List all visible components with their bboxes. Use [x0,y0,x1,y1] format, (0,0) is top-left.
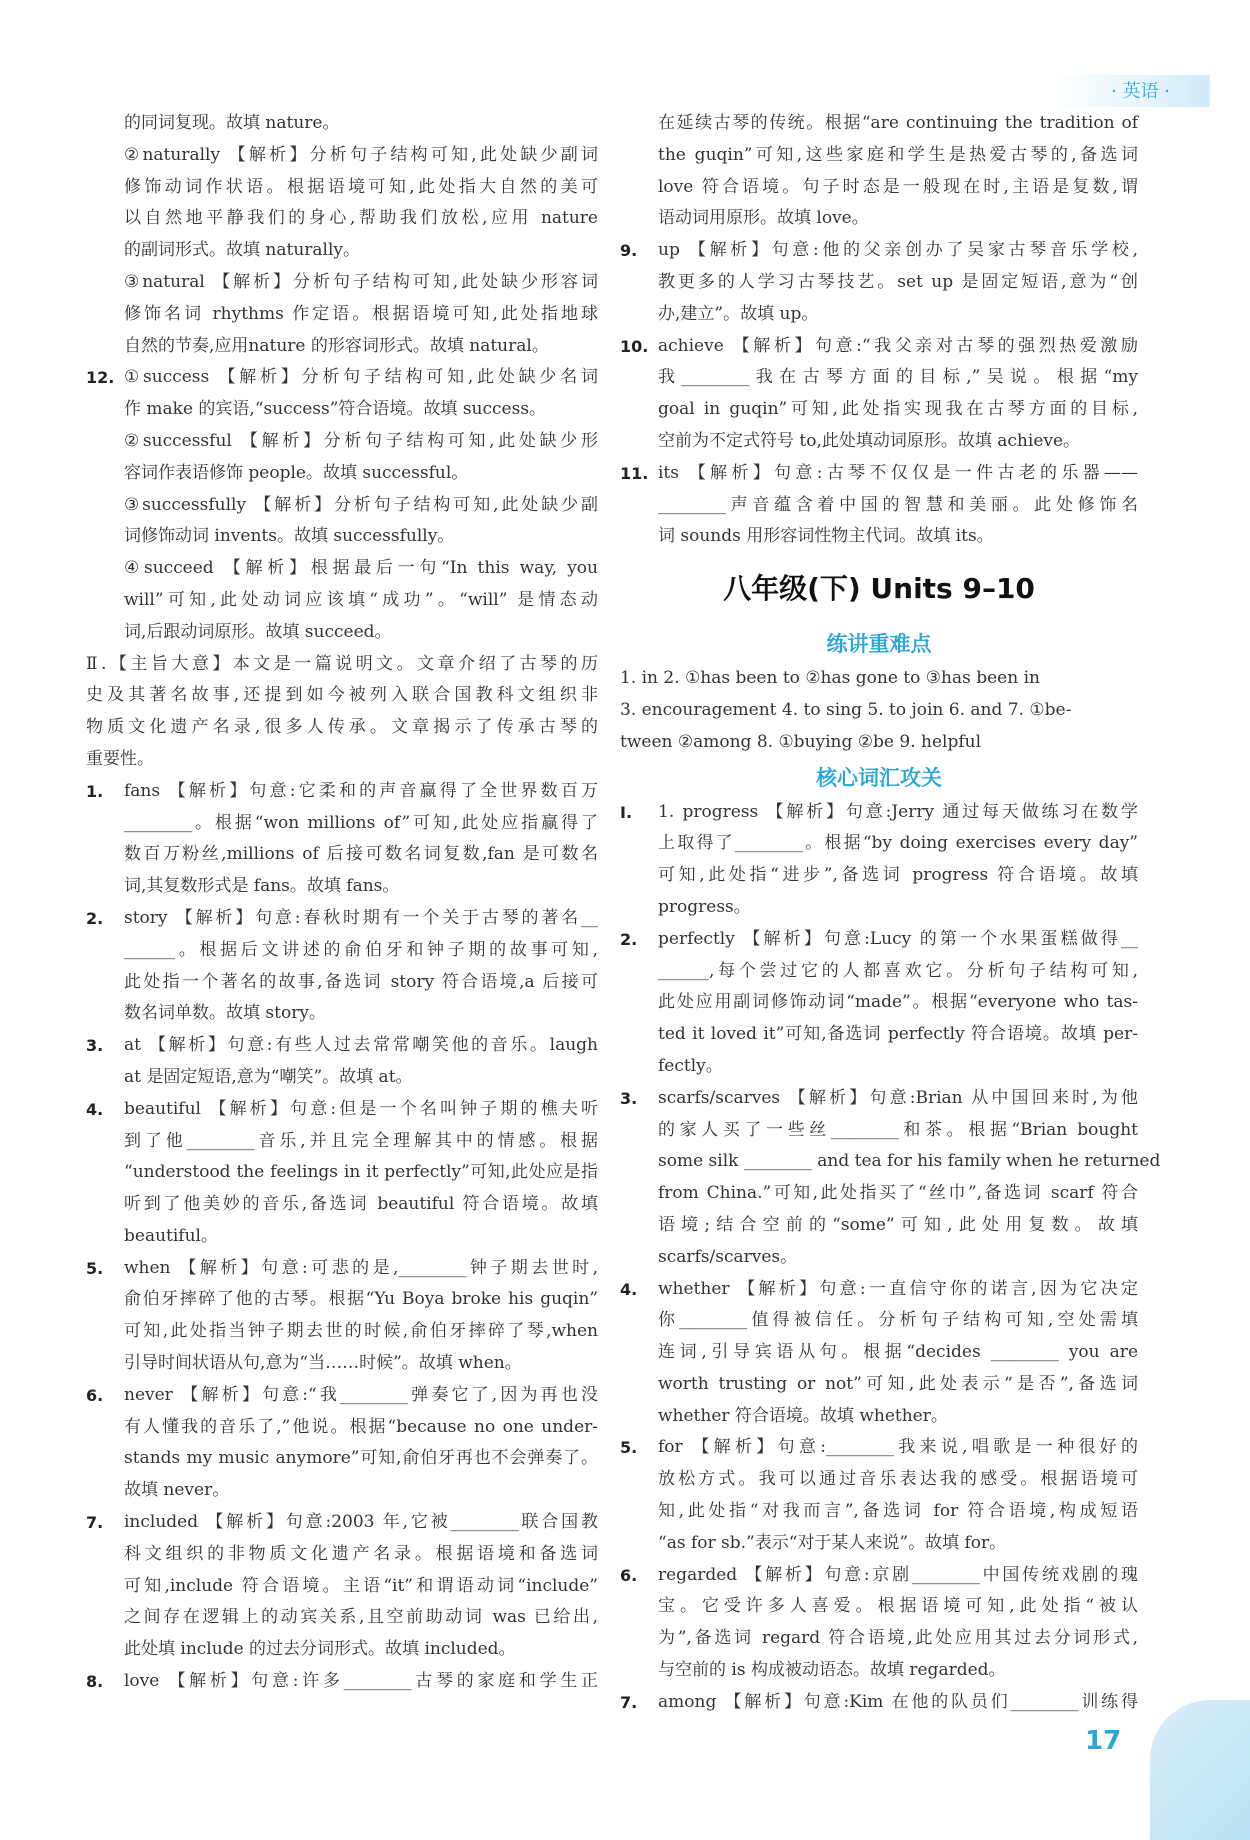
line-text: “as for sb.”表示“对于某人来说”。故填 for。 [658,1532,1007,1553]
subject-label: · 英语 · [1111,81,1170,102]
line-text: never 【解析】句意:“我________弹奏它了,因为再也没 [124,1384,598,1405]
line-text: 词修饰动词 invents。故填 successfully。 [124,526,455,547]
text-line [86,458,598,490]
text-line [86,521,598,553]
line-text: among 【解析】句意:Kim 在他的队员们________训练得 [658,1691,1138,1712]
text-line [86,744,598,776]
line-text: up 【解析】句意:他的父亲创办了吴家古琴音乐学校, [658,240,1138,261]
text-line [86,1539,598,1571]
text-line [86,1253,598,1285]
line-text: 到了他________音乐,并且完全理解其中的情感。根据 [124,1130,598,1151]
question-number: 2. [86,908,104,928]
section-subtitle: 核心词汇攻关 [816,765,942,790]
text-line [86,108,598,140]
line-text: 此处应用副词修饰动词“made”。根据“everyone who tas- [658,992,1138,1013]
line-text: included 【解析】句意:2003 年,它被________联合国教 [124,1512,598,1533]
text-line [620,1401,1138,1433]
line-text: 1. progress 【解析】句意:Jerry 通过每天做练习在数学 [658,801,1138,822]
page-header [1010,75,1210,107]
text-line [86,1602,598,1634]
text-line [86,1157,598,1189]
text-line [86,203,598,235]
right-column [620,108,1161,1719]
line-text: Ⅱ.【主旨大意】本文是一篇说明文。文章介绍了古琴的历 [86,653,598,674]
text-line [620,203,1138,235]
text-line [620,299,1138,331]
text-line [620,860,1138,892]
line-text: 有人懂我的音乐了,”他说。根据“because no one under- [124,1416,598,1437]
question-number: 6. [620,1565,638,1585]
text-line [620,797,1138,829]
line-text: 3. encouragement 4. to sing 5. to join 6. and 7. ①be- [620,699,1072,720]
text-line [620,1178,1138,1210]
question-number: 11. [620,463,649,483]
line-text: ④succeed 【解析】根据最后一句“In this way, you [124,558,598,579]
line-text: 教更多的人学习古琴技艺。set up 是固定短语,意为“创 [658,271,1138,292]
line-text: fectly。 [658,1055,723,1076]
line-text: 听到了他美妙的音乐,备选词 beautiful 符合语境。故填 [124,1194,598,1215]
line-text: love 符合语境。句子时态是一般现在时,主语是复数,谓 [658,176,1139,197]
line-text: 我________我在古琴方面的目标,”吴说。根据“my [658,367,1138,388]
text-line [620,521,1138,553]
question-number: 7. [86,1513,104,1533]
text-line [620,1210,1138,1242]
text-line [620,1687,1138,1719]
question-number: Ⅰ. [620,802,633,822]
text-line [620,267,1138,299]
text-line [86,1094,598,1126]
text-line [620,235,1138,267]
line-text: 数名词单数。故填 story。 [124,1003,326,1024]
text-line [620,1051,1138,1083]
section-title: 八年级(下) Units 9–10 [723,572,1035,606]
text-line [620,727,1138,759]
line-text: regarded 【解析】句意:京剧________中国传统戏剧的瑰 [658,1564,1138,1585]
line-text: 之间存在逻辑上的动宾关系,且空前助动词 was 已给出, [124,1607,598,1628]
line-text: for 【解析】句意:________我来说,唱歌是一种很好的 [658,1437,1138,1458]
line-text: ②naturally 【解析】分析句子结构可知,此处缺少副词 [124,144,598,165]
line-text: 上取得了________。根据“by doing exercises every day” [658,833,1138,854]
line-text: 引导时间状语从句,意为“当……时候”。故填 when。 [124,1353,522,1374]
text-line [86,617,598,649]
line-text: ①success 【解析】分析句子结构可知,此处缺少名词 [124,367,598,388]
question-number: 6. [86,1385,104,1405]
text-line [86,362,598,394]
left-column [86,108,598,1698]
line-text: when 【解析】句意:可悲的是,________钟子期去世时, [124,1257,598,1278]
text-line [86,1189,598,1221]
line-text: 连词,引导宾语从句。根据“decides ________ you are [658,1342,1138,1363]
line-text: 修饰动词作状语。根据语境可知,此处指大自然的美可 [124,176,598,197]
line-text: ③successfully 【解析】分析句子结构可知,此处缺少副 [124,494,598,515]
text-line [620,331,1138,363]
text-line [620,1146,1161,1178]
text-line [86,1348,598,1380]
text-line [86,1571,598,1603]
line-text: beautiful。 [124,1225,218,1246]
line-text: 容词作表语修饰 people。故填 successful。 [124,462,469,483]
line-text: whether 【解析】句意:一直信守你的诺言,因为它决定 [658,1278,1138,1299]
text-line [86,903,598,935]
line-text: 的家人买了一些丝________和茶。根据“Brian bought [658,1119,1138,1140]
question-number: 2. [620,929,638,949]
question-number: 4. [620,1279,638,1299]
page-number: 17 [1085,1726,1122,1756]
text-line [620,1305,1138,1337]
line-text: whether 符合语境。故填 whether。 [658,1405,948,1426]
line-text: 俞伯牙摔碎了他的古琴。根据“Yu Boya broke his guqin” [124,1289,598,1310]
text-line [620,1464,1138,1496]
question-number: 12. [86,368,115,388]
line-text: beautiful 【解析】句意:但是一个名叫钟子期的樵夫听 [124,1098,598,1119]
text-line [86,235,598,267]
text-line [86,998,598,1030]
line-text: 故填 never。 [124,1480,230,1501]
text-line [86,776,598,808]
line-text: 自然的节奏,应用nature 的形容词形式。故填 natural。 [124,335,549,356]
text-line [86,1380,598,1412]
line-text: 在延续古琴的传统。根据“are continuing the tradition of [658,113,1138,133]
text-line [86,426,598,458]
line-text: stands my music anymore”可知,俞伯牙再也不会弹奏了。 [124,1448,598,1469]
line-text: 词 sounds 用形容词性物主代词。故填 its。 [658,526,994,547]
line-text: 知,此处指“对我而言”,备选词 for 符合语境,构成短语 [658,1501,1138,1522]
question-number: 3. [86,1036,104,1056]
line-text: from China.”可知,此处指买了“丝巾”,备选词 scarf 符合 [658,1183,1138,1204]
text-line [86,1666,598,1698]
line-text: 宝。它受许多人喜爱。根据语境可知,此处指“被认 [658,1596,1138,1617]
text-line [620,108,1138,140]
text-line [620,490,1138,522]
text-line [86,1443,598,1475]
text-line [86,680,598,712]
text-line [620,892,1138,924]
text-line [620,394,1138,426]
text-line [620,1496,1138,1528]
line-text: 的同词复现。故填 nature。 [124,113,340,133]
text-line [86,394,598,426]
text-line [620,924,1138,956]
text-line [620,1432,1138,1464]
question-number: 7. [620,1692,638,1712]
line-text: 可知,此处指当钟子期去世的时候,俞伯牙摔碎了琴,when [124,1321,598,1342]
section-subtitle: 练讲重难点 [826,632,932,657]
line-text: 语动词用原形。故填 love。 [658,208,869,229]
text-line [620,663,1138,695]
question-number: 4. [86,1099,104,1119]
line-text: fans 【解析】句意:它柔和的声音赢得了全世界数百万 [124,780,598,801]
question-number: 8. [86,1672,104,1692]
text-line [86,1284,598,1316]
text-line [86,1062,598,1094]
line-text: tween ②among 8. ①buying ②be 9. helpful [620,731,982,752]
line-text: 作 make 的宾语,“success”符合语境。故填 success。 [124,399,547,420]
question-number: 9. [620,241,638,261]
line-text: ______。根据后文讲述的俞伯牙和钟子期的故事可知, [124,939,598,960]
text-line [86,1634,598,1666]
text-line [86,267,598,299]
text-line [86,490,598,522]
text-line [620,362,1138,394]
text-line [86,585,598,617]
text-line [620,1369,1138,1401]
line-text: at 是固定短语,意为“嘲笑”。故填 at。 [124,1066,413,1087]
text-line [620,1337,1138,1369]
text-line [86,1221,598,1253]
line-text: at 【解析】句意:有些人过去常常嘲笑他的音乐。laugh [124,1035,598,1056]
line-text: will”可知,此处动词应该填“成功”。“will” 是情态动 [124,589,598,610]
text-line [86,1507,598,1539]
line-text: 科文组织的非物质文化遗产名录。根据语境和备选词 [124,1543,598,1564]
line-text: 此处指一个著名的故事,备选词 story 符合语境,a 后接可 [124,971,598,992]
line-text: scarfs/scarves。 [658,1246,798,1267]
text-line [86,935,598,967]
line-text: 词,其复数形式是 fans。故填 fans。 [124,876,400,897]
line-text: 空前为不定式符号 to,此处填动词原形。故填 achieve。 [658,430,1081,451]
line-text: 你________值得被信任。分析句子结构可知,空处需填 [658,1310,1138,1331]
line-text: 此处填 include 的过去分词形式。故填 included。 [124,1639,516,1660]
line-text: 可知,此处指“进步”,备选词 progress 符合语境。故填 [658,865,1138,886]
line-text: 可知,include 符合语境。主语“it”和谓语动词“include” [124,1575,598,1596]
text-line [620,695,1138,727]
line-text: 办,建立”。故填 up。 [658,303,819,324]
line-text: story 【解析】句意:春秋时期有一个关于古琴的著名__ [124,907,598,928]
text-line [86,172,598,204]
text-line [86,871,598,903]
text-line [86,839,598,871]
text-line [86,331,598,363]
line-text: ②successful 【解析】分析句子结构可知,此处缺少形 [124,430,598,451]
line-text: 物质文化遗产名录,很多人传承。文章揭示了传承古琴的 [86,717,598,738]
text-line [86,1316,598,1348]
line-text: 语境;结合空前的“some”可知,此处用复数。故填 [658,1214,1138,1235]
text-line [86,1030,598,1062]
text-line [620,1655,1138,1687]
text-line [620,1242,1138,1274]
line-text: 数百万粉丝,millions of 后接可数名词复数,fan 是可数名 [124,844,598,865]
text-line [86,1475,598,1507]
line-text: ted it loved it”可知,备选词 perfectly 符合语境。故填 per- [658,1024,1138,1045]
line-text: ③natural 【解析】分析句子结构可知,此处缺少形容词 [124,271,598,292]
question-number: 3. [620,1088,638,1108]
line-text: worth trusting or not”可知,此处表示“是否”,备选词 [658,1373,1138,1394]
line-text: the guqin”可知,这些家庭和学生是热爱古琴的,备选词 [658,144,1138,165]
text-line [620,1623,1138,1655]
line-text: perfectly 【解析】句意:Lucy 的第一个水果蛋糕做得__ [658,928,1138,949]
text-line [620,426,1138,458]
text-line [86,1412,598,1444]
text-line [620,1591,1138,1623]
question-number: 5. [620,1438,638,1458]
line-text: scarfs/scarves 【解析】句意:Brian 从中国回来时,为他 [658,1087,1138,1108]
corner-decoration [1150,1700,1250,1840]
text-line [86,649,598,681]
text-line [620,987,1138,1019]
text-line [86,553,598,585]
text-line [620,1528,1138,1560]
text-line [620,1019,1138,1051]
text-line [620,1115,1138,1147]
line-text: 史及其著名故事,还提到如今被列入联合国教科文组织非 [86,685,598,706]
line-text: 以自然地平静我们的身心,帮助我们放松,应用 nature [124,208,598,229]
text-line [620,956,1138,988]
line-text: some silk ________ and tea for his family when he returned [658,1151,1161,1172]
line-text: 词,后跟动词原形。故填 succeed。 [124,621,392,642]
line-text: its 【解析】句意:古琴不仅仅是一件古老的乐器—— [658,462,1138,483]
line-text: 的副词形式。故填 naturally。 [124,240,361,261]
text-line [86,808,598,840]
text-line [620,1274,1138,1306]
text-line [620,172,1138,204]
text-line [620,140,1138,172]
text-line [620,1560,1138,1592]
text-line [86,712,598,744]
text-line [620,828,1138,860]
line-text: achieve 【解析】句意:“我父亲对古琴的强烈热爱激励 [658,335,1138,356]
text-line [86,967,598,999]
text-line [620,1083,1138,1115]
line-text: ________。根据“won millions of”可知,此处应指赢得了 [124,812,598,833]
line-text: 1. in 2. ①has been to ②has gone to ③has been in [620,668,1040,689]
line-text: 修饰名词 rhythms 作定语。根据语境可知,此处指地球 [124,303,598,324]
question-number: 1. [86,781,104,801]
text-line [86,1126,598,1158]
text-line [86,140,598,172]
line-text: 为”,备选词 regard 符合语境,此处应用其过去分词形式, [658,1628,1138,1649]
line-text: goal in guqin”可知,此处指实现我在古琴方面的目标, [658,399,1138,420]
line-text: 与空前的 is 构成被动语态。故填 regarded。 [658,1660,1006,1681]
line-text: 放松方式。我可以通过音乐表达我的感受。根据语境可 [658,1469,1138,1490]
line-text: love 【解析】句意:许多________古琴的家庭和学生正 [124,1671,598,1692]
text-line [86,299,598,331]
question-number: 5. [86,1258,104,1278]
line-text: “understood the feelings in it perfectly”可知,此处应是指 [124,1162,598,1183]
line-text: ________声音蕴含着中国的智慧和美丽。此处修饰名 [658,494,1138,515]
line-text: 重要性。 [86,748,154,769]
question-number: 10. [620,336,649,356]
text-line [620,458,1138,490]
line-text: progress。 [658,896,751,917]
line-text: ______,每个尝过它的人都喜欢它。分析句子结构可知, [658,960,1138,981]
